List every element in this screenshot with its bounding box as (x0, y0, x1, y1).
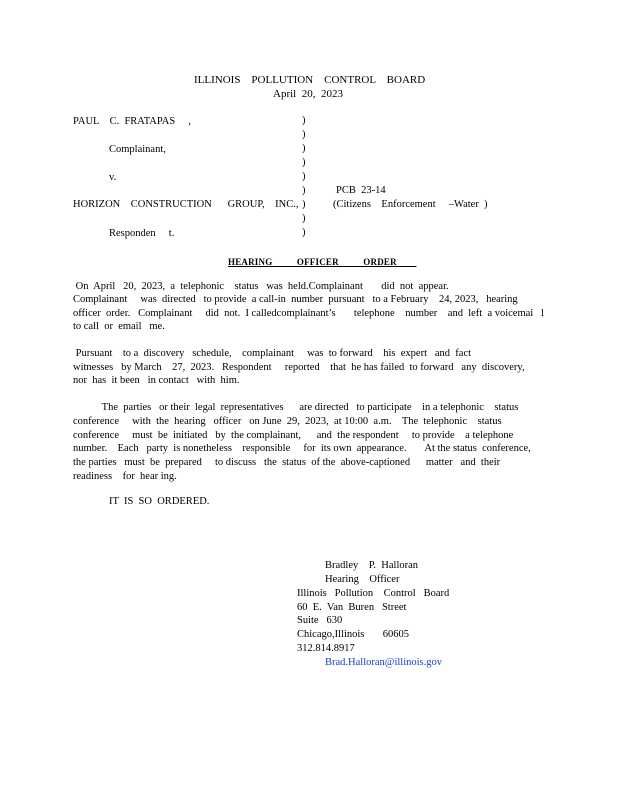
closing-statement: IT IS SO ORDERED. (109, 496, 210, 507)
address-suite: Suite 630 (297, 615, 343, 626)
caption-paren: ) (302, 143, 306, 154)
paragraph-line: the parties must be prepared to discuss the status of the above-captioned matter and their (73, 457, 501, 468)
paragraph-line: officer order. Complainant did not. I calledcomplainant’s telephone number and left a voicemai l (73, 308, 545, 319)
paragraph-line: witnesses by March 27, 2023. Respondent reported that he has failed to forward any discovery, (73, 362, 525, 373)
paragraph-line: readiness for hear ing. (73, 471, 177, 482)
agency-heading: ILLINOIS POLLUTION CONTROL BOARD (194, 74, 426, 86)
paragraph-line: conference with the hearing officer on June 29, 2023, at 10:00 a.m. The telephonic status (73, 416, 502, 427)
caption-paren: ) (302, 199, 306, 210)
paragraph-line: nor has it been in contact with him. (73, 375, 240, 386)
complainant-name: PAUL C. FRATAPAS , (73, 116, 191, 127)
caption-paren: ) (302, 129, 306, 140)
address-street: 60 E. Van Buren Street (297, 602, 407, 613)
signer-title: Hearing Officer (325, 574, 400, 585)
caption-paren: ) (302, 185, 306, 196)
paragraph-line: Pursuant to a discovery schedule, complainant was to forward his expert and fact (73, 348, 472, 359)
paragraph-line: Complainant was directed to provide a call-in number pursuant to a February 24, 2023, hearing (73, 294, 518, 305)
signer-org: Illinois Pollution Control Board (297, 588, 450, 599)
email-link[interactable]: Brad.Halloran@illinois.gov (325, 657, 442, 668)
paragraph-line: conference must be initiated by the complainant, and the respondent to provide a telephone (73, 430, 514, 441)
paragraph-line: On April 20, 2023, a telephonic status was held.Complainant did not appear. (73, 281, 449, 292)
caption-paren: ) (302, 171, 306, 182)
respondent-role: Responden t. (109, 228, 175, 239)
phone-number: 312.814.8917 (297, 643, 355, 654)
address-city: Chicago,Illinois 60605 (297, 629, 409, 640)
caption-paren: ) (302, 227, 306, 238)
case-number: PCB 23-14 (336, 185, 386, 196)
case-type: (Citizens Enforcement –Water ) (333, 199, 488, 210)
paragraph-line: number. Each party is nonetheless responsible for its own appearance. At the status conference, (73, 443, 531, 454)
paragraph-line: to call or email me. (73, 321, 165, 332)
signer-name: Bradley P. Halloran (325, 560, 419, 571)
paragraph-line: The parties or their legal representatives are directed to participate in a telephonic status (73, 402, 519, 413)
order-date: April 20, 2023 (273, 88, 343, 100)
order-title: HEARING OFFICER ORDER (228, 257, 417, 267)
caption-paren: ) (302, 213, 306, 224)
versus-label: v. (109, 172, 117, 183)
caption-paren: ) (302, 115, 306, 126)
complainant-role: Complainant, (109, 144, 166, 155)
caption-paren: ) (302, 157, 306, 168)
respondent-name: HORIZON CONSTRUCTION GROUP, INC., (73, 199, 299, 210)
